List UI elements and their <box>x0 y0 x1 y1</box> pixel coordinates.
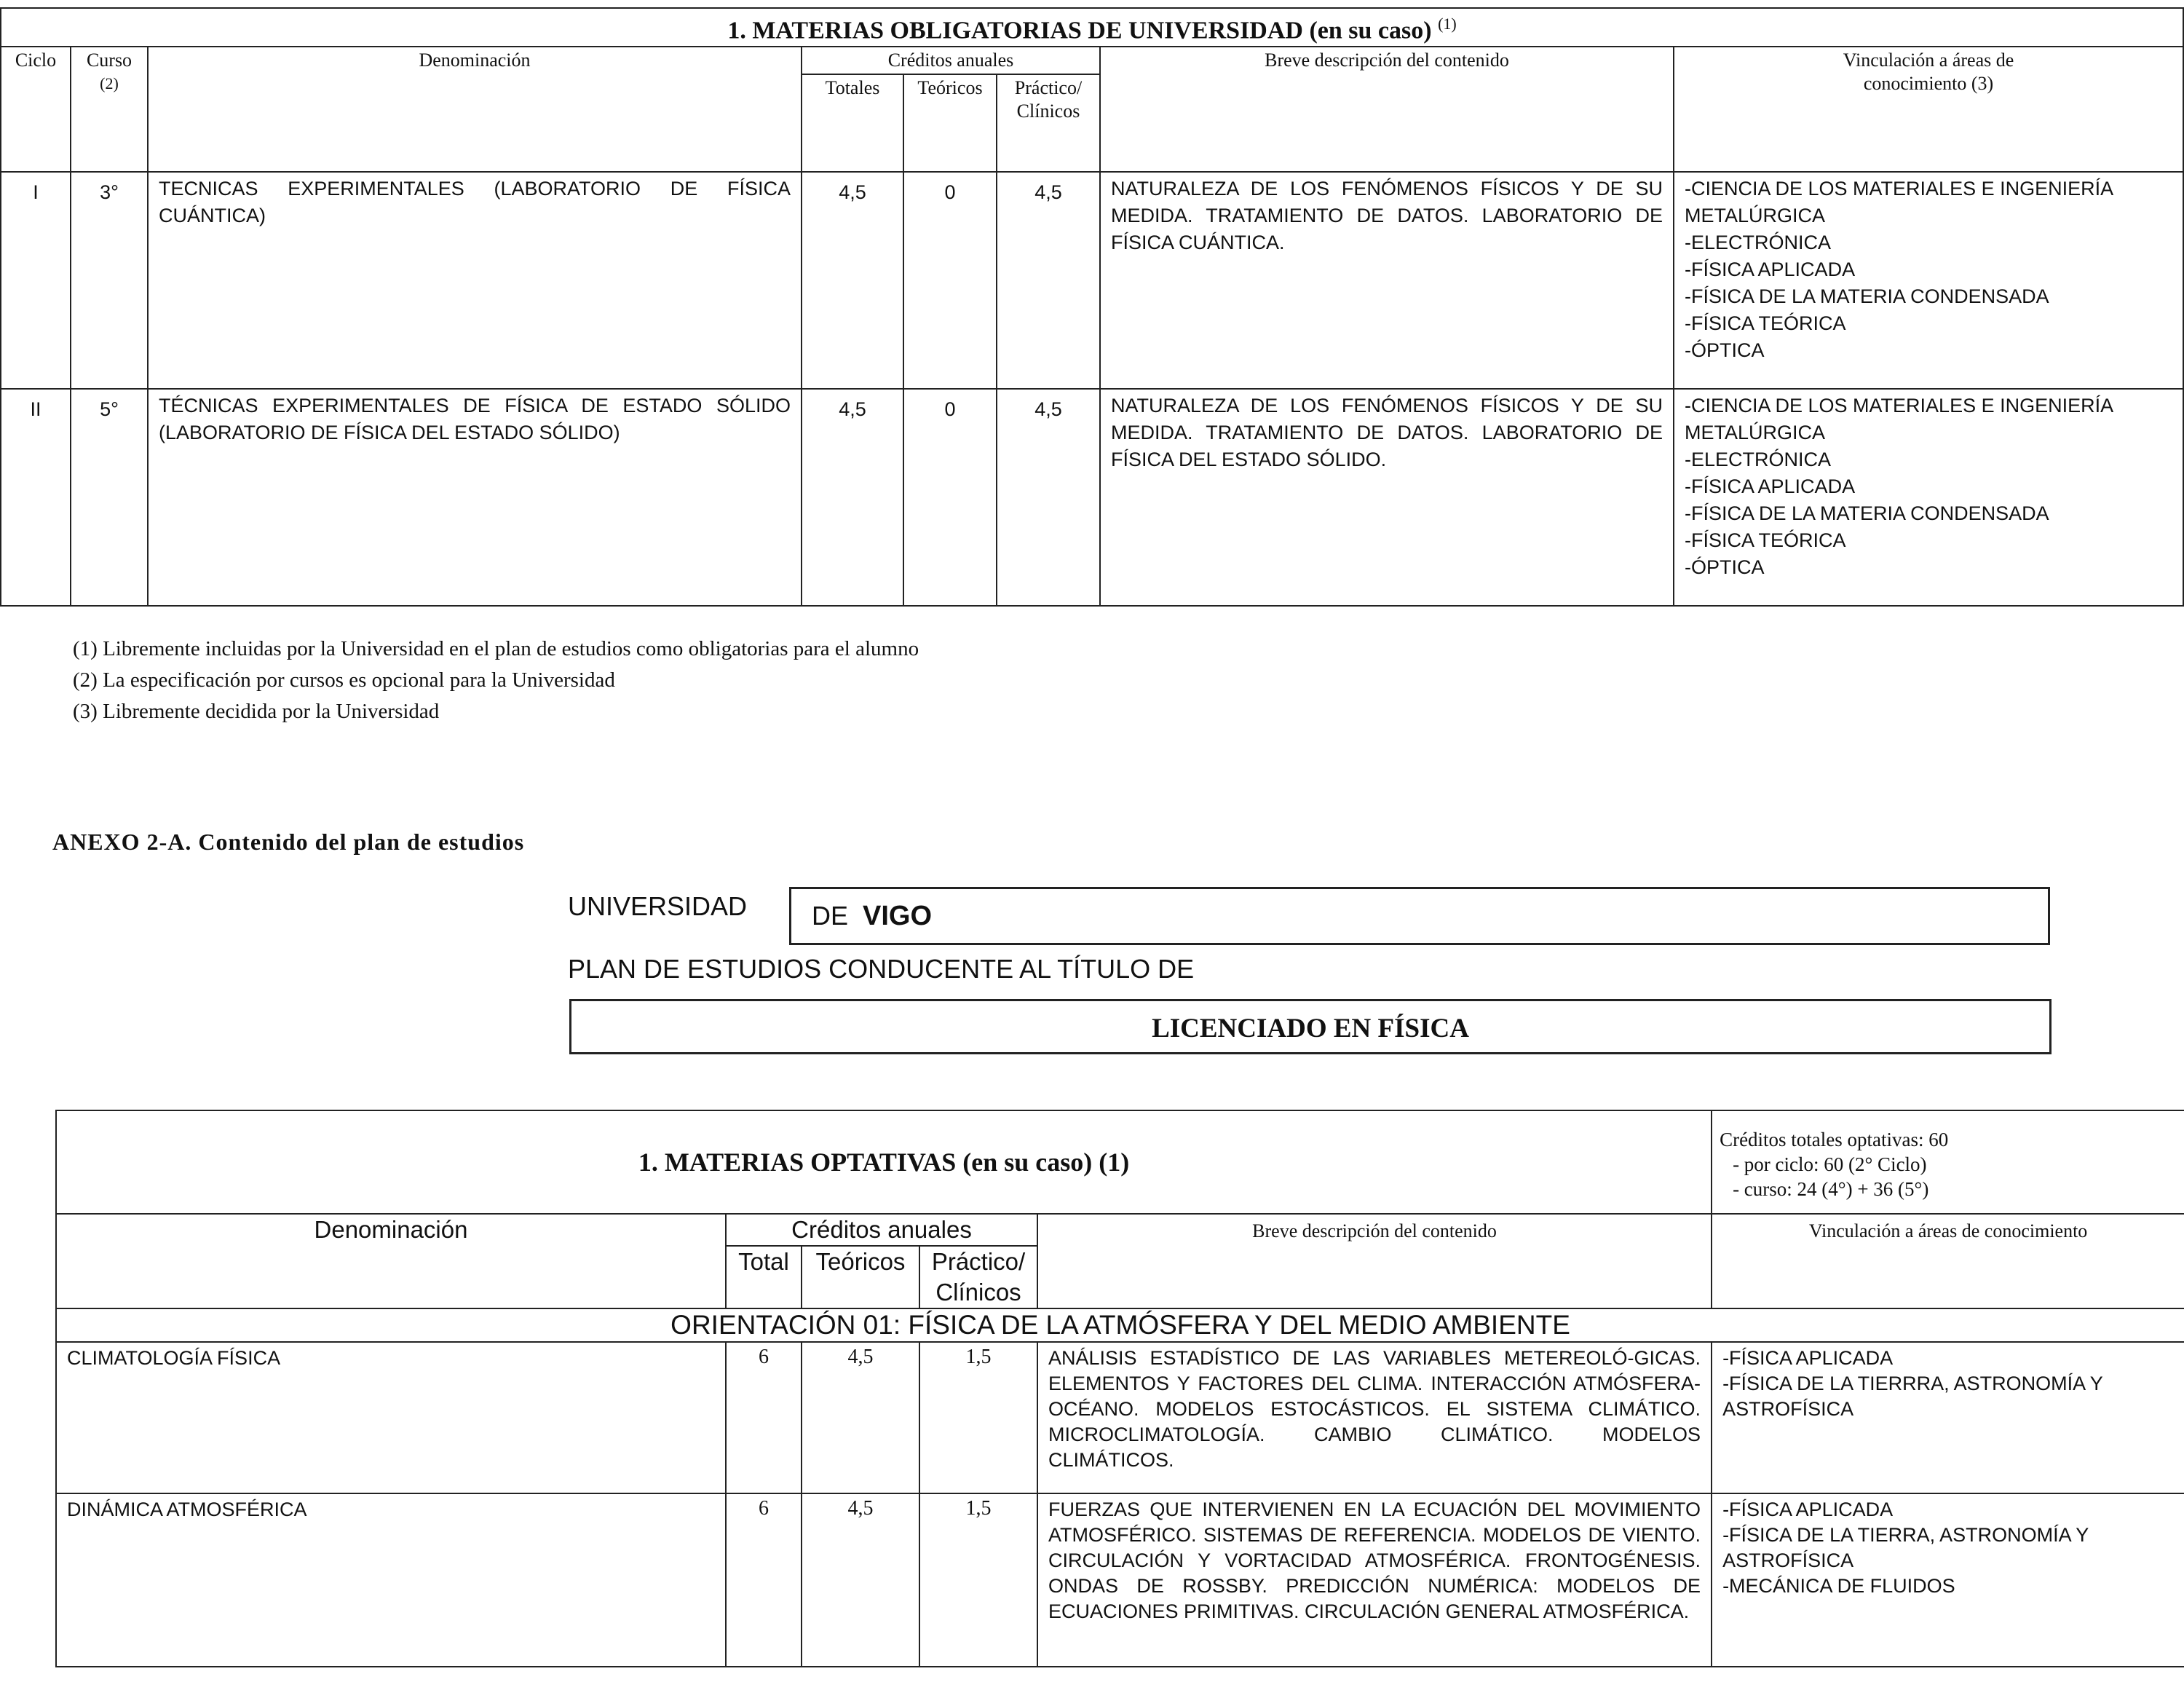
header-teoricos: Teóricos <box>802 1246 919 1308</box>
row-denominacion: TÉCNICAS EXPERIMENTALES DE FÍSICA DE ESTADO SÓLIDO (LABORATORIO DE FÍSICA DEL ESTADO SÓLIDO) <box>148 389 802 606</box>
totals-line: - curso: 24 (4°) + 36 (5°) <box>1733 1178 1929 1200</box>
area-item: -FÍSICA DE LA TIERRRA, ASTRONOMÍA Y ASTROFÍSICA <box>1722 1373 2103 1420</box>
row-totales: 4,5 <box>802 172 903 389</box>
row-descripcion: ANÁLISIS ESTADÍSTICO DE LAS VARIABLES METEREOLÓ-GICAS. ELEMENTOS Y FACTORES DEL CLIMA. INTERACCIÓN ATMÓSFERA-OCÉANO. MODELOS ESTOCÁSTICOS. EL SISTEMA CLIMÁTICO. MICROCLIMATOLOGÍA. CAMBIO CLIMÁTICO. MODELOS CLIMÁTICOS. <box>1037 1342 1712 1493</box>
row-curso: 3° <box>71 172 148 389</box>
footnotes <box>73 633 919 727</box>
header-curso: Curso (2) <box>71 47 148 172</box>
row-areas <box>1712 1493 2184 1667</box>
header-descripcion: Breve descripción del contenido <box>1037 1214 1712 1308</box>
area-item: -FÍSICA DE LA MATERIA CONDENSADA <box>1685 502 2049 525</box>
area-item: -FÍSICA APLICADA <box>1685 258 1856 281</box>
header-descripcion: Breve descripción del contenido <box>1100 47 1674 172</box>
table-row <box>56 1493 2184 1667</box>
area-item: -FÍSICA APLICADA <box>1722 1347 1894 1369</box>
row-descripcion: NATURALEZA DE LOS FENÓMENOS FÍSICOS Y DE SU MEDIDA. TRATAMIENTO DE DATOS. LABORATORIO DE FÍSICA DEL ESTADO SÓLIDO. <box>1100 389 1674 606</box>
table-row <box>56 1342 2184 1493</box>
row-total: 6 <box>726 1493 802 1667</box>
titulo-value: LICENCIADO EN FÍSICA <box>1152 1014 1469 1043</box>
row-totales: 4,5 <box>802 389 903 606</box>
row-practicos: 4,5 <box>997 172 1100 389</box>
table-row <box>1 389 2183 606</box>
area-item: -FÍSICA APLICADA <box>1685 475 1856 498</box>
header-totales: Totales <box>802 74 903 172</box>
annex-title: ANEXO 2-A. Contenido del plan de estudios <box>52 829 525 855</box>
header-practicos: Práctico/ Clínicos <box>997 74 1100 172</box>
header-denominacion: Denominación <box>56 1214 726 1308</box>
row-practicos: 1,5 <box>919 1493 1037 1667</box>
titulo-box <box>569 999 2052 1054</box>
header-practicos: Práctico/ Clínicos <box>919 1246 1037 1308</box>
row-denominacion: DINÁMICA ATMOSFÉRICA <box>56 1493 726 1667</box>
optativas-totals <box>1712 1110 2184 1214</box>
optativas-title: 1. MATERIAS OPTATIVAS (en su caso) (1) <box>56 1110 1712 1214</box>
row-ciclo: II <box>1 389 71 606</box>
footnote: (3) Libremente decidida por la Universidad <box>73 700 440 723</box>
area-item: -FÍSICA TEÓRICA <box>1685 529 1846 552</box>
orientation-row: ORIENTACIÓN 01: FÍSICA DE LA ATMÓSFERA Y DEL MEDIO AMBIENTE <box>56 1308 2184 1342</box>
universidad-value: DE VIGO <box>812 901 933 931</box>
obligatorias-title: 1. MATERIAS OBLIGATORIAS DE UNIVERSIDAD (en su caso) $^{(1)}$ <box>1 8 2183 47</box>
row-practicos: 4,5 <box>997 389 1100 606</box>
area-item: -FÍSICA APLICADA <box>1722 1499 1894 1520</box>
plan-label: PLAN DE ESTUDIOS CONDUCENTE AL TÍTULO DE <box>568 954 1195 984</box>
footnote: (2) La especificación por cursos es opcional para la Universidad <box>73 668 615 692</box>
row-teoricos: 4,5 <box>802 1493 919 1667</box>
header-creditos: Créditos anuales <box>802 47 1100 74</box>
row-denominacion: TECNICAS EXPERIMENTALES (LABORATORIO DE FÍSICA CUÁNTICA) <box>148 172 802 389</box>
area-item: -ELECTRÓNICA <box>1685 449 1832 471</box>
area-item: -CIENCIA DE LOS MATERIALES E INGENIERÍA METALÚRGICA <box>1685 178 2113 227</box>
totals-line: Créditos totales optativas: 60 <box>1720 1129 1949 1150</box>
row-descripcion: NATURALEZA DE LOS FENÓMENOS FÍSICOS Y DE SU MEDIDA. TRATAMIENTO DE DATOS. LABORATORIO DE FÍSICA CUÁNTICA. <box>1100 172 1674 389</box>
optativas-table <box>55 1110 2184 1667</box>
universidad-box <box>789 887 2050 945</box>
row-areas <box>1712 1342 2184 1493</box>
area-item: -FÍSICA DE LA MATERIA CONDENSADA <box>1685 285 2049 308</box>
area-item: -MECÁNICA DE FLUIDOS <box>1722 1575 1955 1597</box>
header-vinculacion: Vinculación a áreas de conocimiento <box>1712 1214 2184 1308</box>
area-item: -CIENCIA DE LOS MATERIALES E INGENIERÍA METALÚRGICA <box>1685 395 2113 444</box>
area-item: -FÍSICA TEÓRICA <box>1685 312 1846 335</box>
header-vinculacion: Vinculación a áreas de conocimiento (3) <box>1674 47 2183 172</box>
header-denominacion: Denominación <box>148 47 802 172</box>
row-areas <box>1674 389 2183 606</box>
footnote: (1) Libremente incluidas por la Universidad en el plan de estudios como obligatorias para el alumno <box>73 637 919 660</box>
row-denominacion: CLIMATOLOGÍA FÍSICA <box>56 1342 726 1493</box>
row-areas <box>1674 172 2183 389</box>
area-item: -ÓPTICA <box>1685 339 1765 362</box>
totals-line: - por ciclo: 60 (2° Ciclo) <box>1733 1153 1927 1175</box>
row-teoricos: 0 <box>903 172 997 389</box>
header-total: Total <box>726 1246 802 1308</box>
row-teoricos: 0 <box>903 389 997 606</box>
row-descripcion: FUERZAS QUE INTERVIENEN EN LA ECUACIÓN DEL MOVIMIENTO ATMOSFÉRICO. SISTEMAS DE REFERENCIA. MODELOS DE VIENTO. CIRCULACIÓN Y VORTACIDAD ATMOSFÉRICA. FRONTOGÉNESIS. ONDAS DE ROSSBY. PREDICCIÓN NUMÉRICA: MODELOS DE ECUACIONES PRIMITIVAS. CIRCULACIÓN GENERAL ATMOSFÉRICA. <box>1037 1493 1712 1667</box>
row-teoricos: 4,5 <box>802 1342 919 1493</box>
row-practicos: 1,5 <box>919 1342 1037 1493</box>
row-curso: 5° <box>71 389 148 606</box>
obligatorias-table <box>0 7 2184 607</box>
row-total: 6 <box>726 1342 802 1493</box>
area-item: -FÍSICA DE LA TIERRA, ASTRONOMÍA Y ASTROFÍSICA <box>1722 1524 2089 1571</box>
universidad-label: UNIVERSIDAD <box>568 891 748 921</box>
area-item: -ELECTRÓNICA <box>1685 232 1832 254</box>
header-teoricos: Teóricos <box>903 74 997 172</box>
table-row <box>1 172 2183 389</box>
header-creditos: Créditos anuales <box>726 1214 1037 1246</box>
header-ciclo: Ciclo <box>1 47 71 172</box>
row-ciclo: I <box>1 172 71 389</box>
area-item: -ÓPTICA <box>1685 556 1765 579</box>
